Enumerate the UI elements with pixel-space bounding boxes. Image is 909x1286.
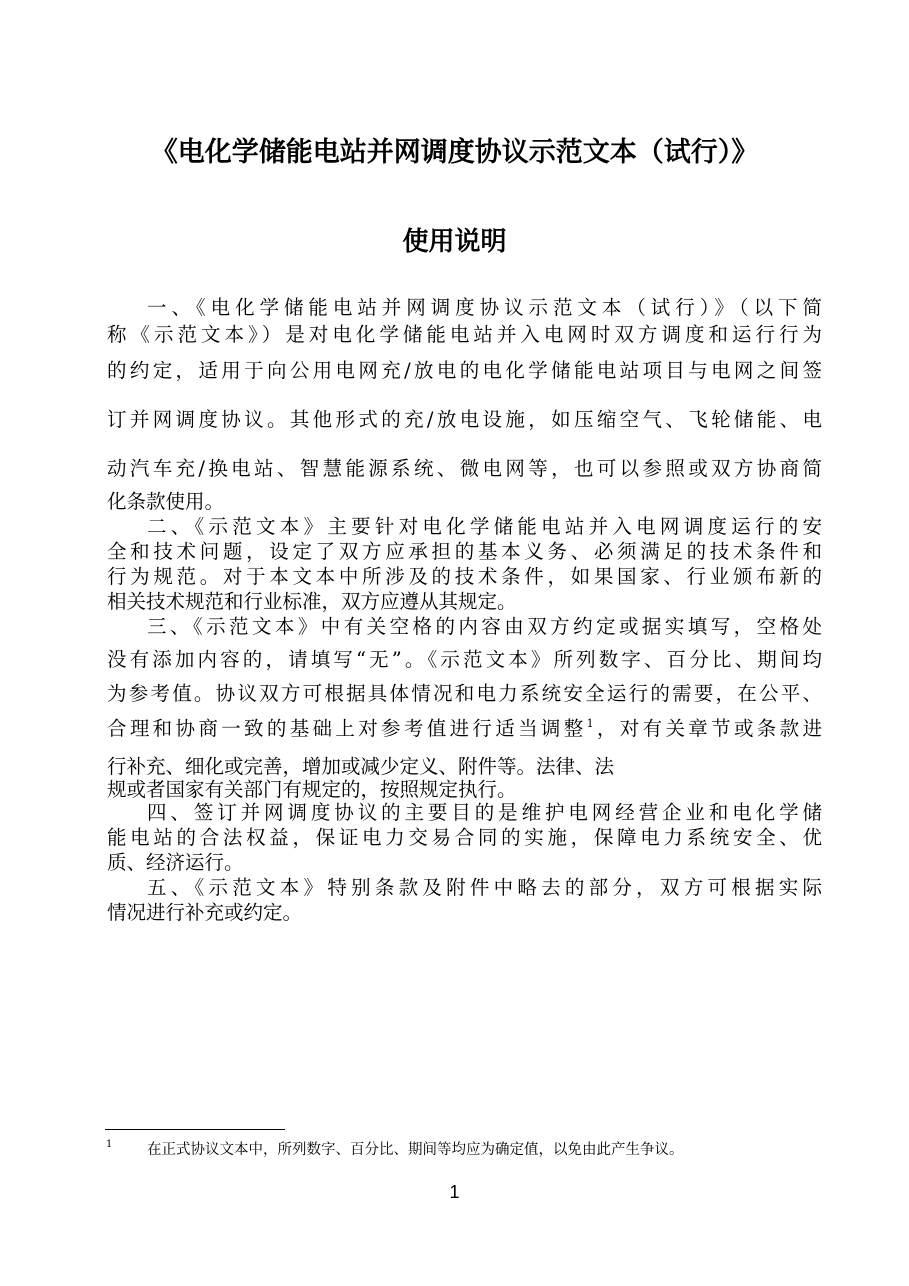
- paragraph-line: [107, 716, 822, 742]
- paragraph-line: 一、《电化学储能电站并网调度协议示范文本（试行）》（以下简: [147, 296, 822, 319]
- paragraph-line: 三、《示范文本》中有关空格的内容由双方约定或据实填写，空格处: [147, 615, 822, 638]
- paragraph-line: 全和技术问题，设定了双方应承担的基本义务、必须满足的技术条件和: [107, 540, 822, 563]
- paragraph-line: 相关技术规范和行业标准，双方应遵从其规定。: [107, 590, 517, 613]
- footnote-reference[interactable]: 1: [586, 717, 594, 730]
- footnote-text: 在正式协议文本中，所列数字、百分比、期间等均应为确定值，以免由此产生争议。: [147, 1142, 684, 1158]
- paragraph-line: 的约定，适用于向公用电网充/放电的电化学储能电站项目与电网之间签: [107, 359, 822, 382]
- paragraph-line: 为参考值。协议双方可根据具体情况和电力系统安全运行的需要，在公平、: [107, 682, 822, 705]
- paragraph-line: 订并网调度协议。其他形式的充/放电设施，如压缩空气、飞轮储能、电: [107, 408, 822, 431]
- paragraph-line: 行补充、细化或完善，增加或减少定义、附件等。法律、法: [107, 755, 615, 778]
- paragraph-line: 质、经济运行。: [107, 851, 244, 874]
- paragraph-line: 动汽车充/换电站、智慧能源系统、微电网等，也可以参照或双方协商简: [107, 457, 822, 480]
- paragraph-line: 二、《示范文本》主要针对电化学储能电站并入电网调度运行的安: [147, 515, 822, 538]
- paragraph-line: 行为规范。对于本文本中所涉及的技术条件，如果国家、行业颁布新的: [107, 565, 822, 588]
- paragraph-line: 称《示范文本》）是对电化学储能电站并入电网时双方调度和运行行为: [107, 323, 822, 346]
- paragraph-line: 化条款使用。: [107, 490, 225, 513]
- paragraph-line: 能电站的合法权益，保证电力交易合同的实施，保障电力系统安全、优: [107, 826, 822, 849]
- paragraph-line: 规或者国家有关部门有规定的，按照规定执行。: [107, 778, 517, 801]
- footnote-marker: 1: [106, 1139, 113, 1150]
- paragraph-line: 四、签订并网调度协议的主要目的是维护电网经营企业和电化学储: [147, 801, 822, 824]
- document-title: 《电化学储能电站并网调度协议示范文本（试行）》: [150, 137, 759, 168]
- page-number: 1: [449, 1182, 460, 1202]
- paragraph-line: 五、《示范文本》特别条款及附件中略去的部分，双方可根据实际: [147, 876, 822, 899]
- paragraph-line: 情况进行补充或约定。: [107, 901, 303, 924]
- footnote-separator: [105, 1129, 285, 1130]
- line-text: 合理和协商一致的基础上对参考值进行适当调整: [107, 717, 587, 740]
- line-text: ，对有关章节或条款进: [593, 717, 822, 740]
- section-title: 使用说明: [402, 227, 507, 257]
- paragraph-line: 没有添加内容的，请填写“无”。《示范文本》所列数字、百分比、期间均: [107, 648, 822, 671]
